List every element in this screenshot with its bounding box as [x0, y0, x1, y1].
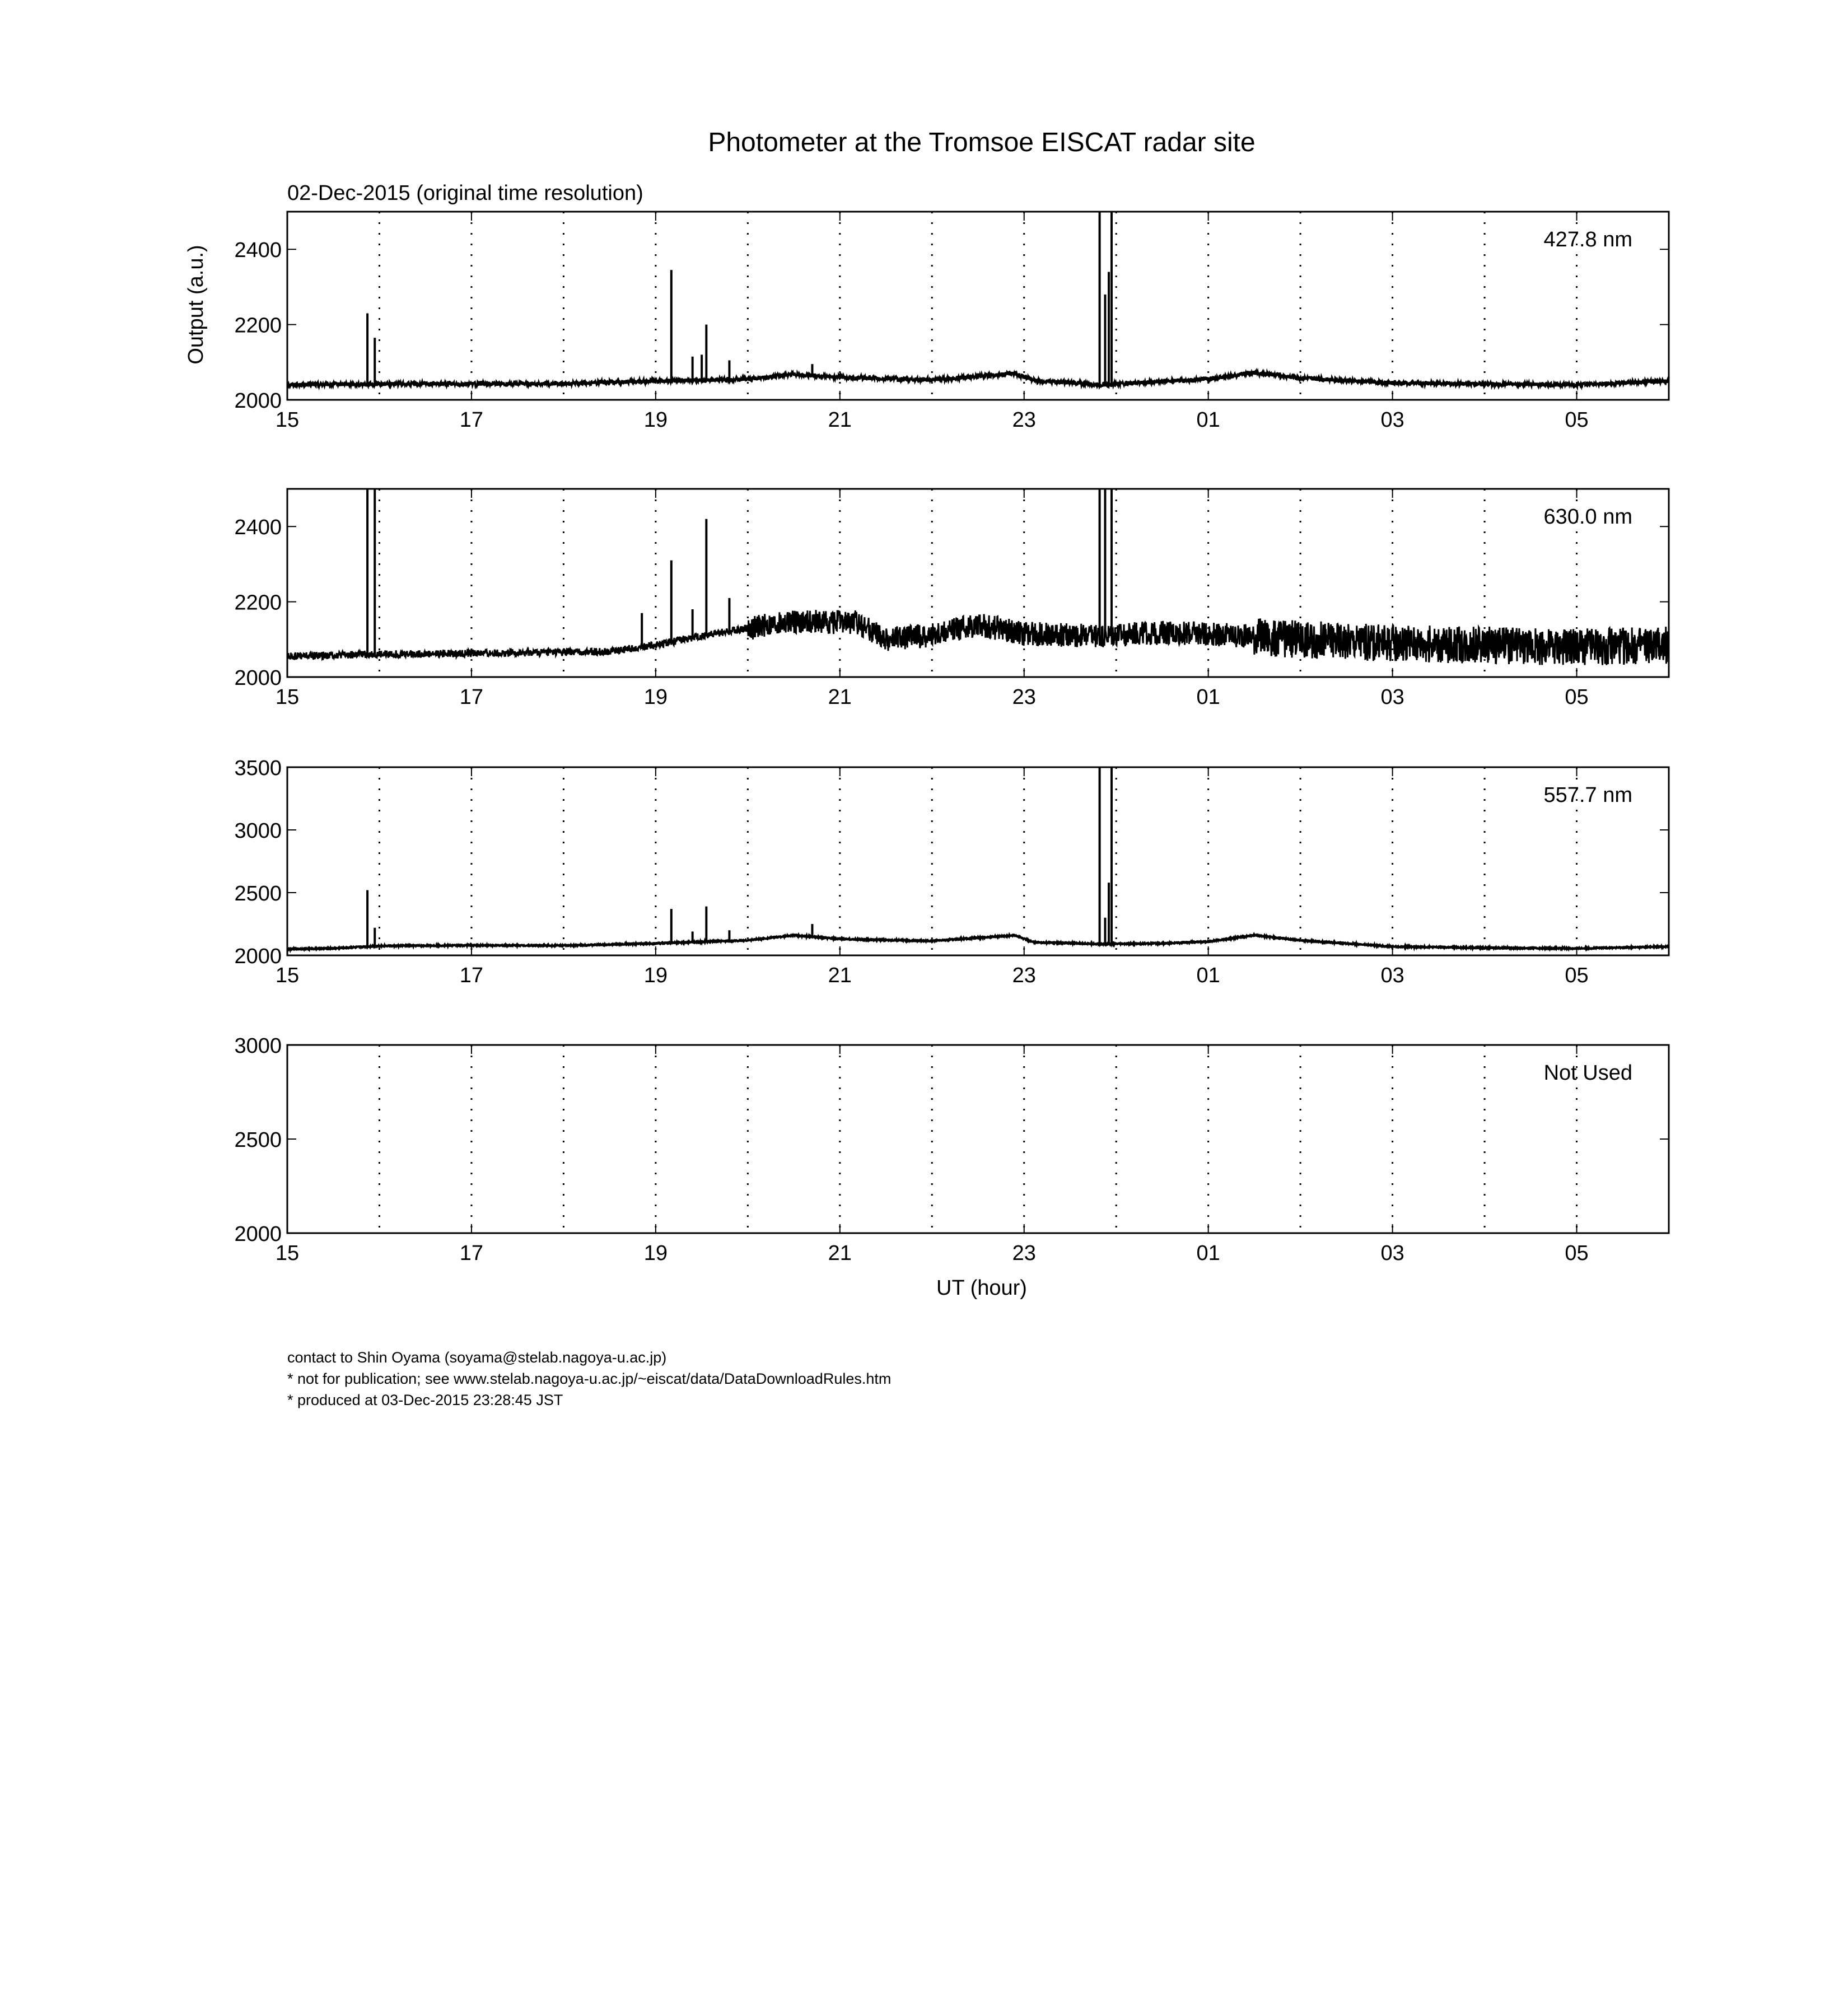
y-tick-label: 3500: [234, 757, 282, 780]
footer-produced: * produced at 03-Dec-2015 23:28:45 JST: [287, 1392, 563, 1408]
x-tick-label: 17: [459, 408, 484, 432]
panel-label: Not Used: [1543, 1061, 1632, 1085]
x-tick-label: 15: [275, 964, 300, 987]
x-tick-label: 17: [459, 685, 484, 709]
y-tick-label: 2400: [234, 516, 282, 540]
x-tick-label: 15: [275, 685, 300, 709]
y-tick-label: 2400: [234, 239, 282, 263]
x-tick-label: 19: [643, 685, 668, 709]
panel-4: [234, 1034, 1669, 1265]
x-tick-label: 01: [1196, 1242, 1220, 1265]
panel-label: 427.8 nm: [1543, 228, 1632, 251]
x-tick-label: 23: [1012, 964, 1036, 987]
y-tick-label: 2000: [234, 1222, 282, 1246]
panel-frame: [287, 212, 1669, 400]
y-tick-label: 2000: [234, 945, 282, 968]
y-tick-label: 2000: [234, 389, 282, 413]
y-tick-label: 2500: [234, 882, 282, 906]
y-tick-label: 3000: [234, 1034, 282, 1058]
x-tick-label: 05: [1565, 685, 1589, 709]
panel-frame: [287, 1045, 1669, 1233]
x-tick-label: 21: [828, 685, 852, 709]
x-tick-label: 01: [1196, 408, 1220, 432]
panel-label: 557.7 nm: [1543, 783, 1632, 807]
footer-contact: contact to Shin Oyama (soyama@stelab.nagoya-u.ac.jp): [287, 1349, 667, 1366]
y-tick-label: 2500: [234, 1128, 282, 1152]
series-line: [287, 935, 1668, 950]
figure-title: Photometer at the Tromsoe EISCAT radar site: [708, 128, 1256, 157]
x-tick-label: 23: [1012, 408, 1036, 432]
panel-3: [234, 757, 1669, 987]
y-axis-label: Output (a.u.): [184, 245, 208, 365]
panel-label: 630.0 nm: [1543, 505, 1632, 529]
x-tick-label: 03: [1380, 1242, 1404, 1265]
x-tick-label: 01: [1196, 685, 1220, 709]
panel-frame: [287, 767, 1669, 955]
panels: [234, 212, 1669, 1265]
x-tick-label: 15: [275, 1242, 300, 1265]
y-tick-label: 2200: [234, 591, 282, 615]
x-tick-label: 05: [1565, 964, 1589, 987]
x-tick-label: 19: [643, 1242, 668, 1265]
x-tick-label: 05: [1565, 408, 1589, 432]
x-tick-label: 21: [828, 1242, 852, 1265]
x-tick-label: 05: [1565, 1242, 1589, 1265]
x-tick-label: 19: [643, 408, 668, 432]
y-tick-label: 3000: [234, 819, 282, 843]
x-axis-label: UT (hour): [936, 1276, 1027, 1300]
x-tick-label: 15: [275, 408, 300, 432]
x-tick-label: 03: [1380, 964, 1404, 987]
figure-subtitle: 02-Dec-2015 (original time resolution): [287, 181, 643, 205]
y-tick-label: 2200: [234, 314, 282, 338]
x-tick-label: 17: [459, 1242, 484, 1265]
x-tick-label: 21: [828, 408, 852, 432]
footer-rules: * not for publication; see www.stelab.nagoya-u.ac.jp/~eiscat/data/DataDownloadRules.htm: [287, 1370, 892, 1387]
x-tick-label: 23: [1012, 685, 1036, 709]
panel-2: [234, 489, 1669, 709]
x-tick-label: 23: [1012, 1242, 1036, 1265]
x-tick-label: 03: [1380, 408, 1404, 432]
series-line: [287, 610, 1668, 665]
x-tick-label: 19: [643, 964, 668, 987]
series-line: [287, 371, 1668, 387]
panel-1: [234, 212, 1669, 432]
x-tick-label: 21: [828, 964, 852, 987]
x-tick-label: 17: [459, 964, 484, 987]
x-tick-label: 01: [1196, 964, 1220, 987]
x-tick-label: 03: [1380, 685, 1404, 709]
y-tick-label: 2000: [234, 666, 282, 690]
